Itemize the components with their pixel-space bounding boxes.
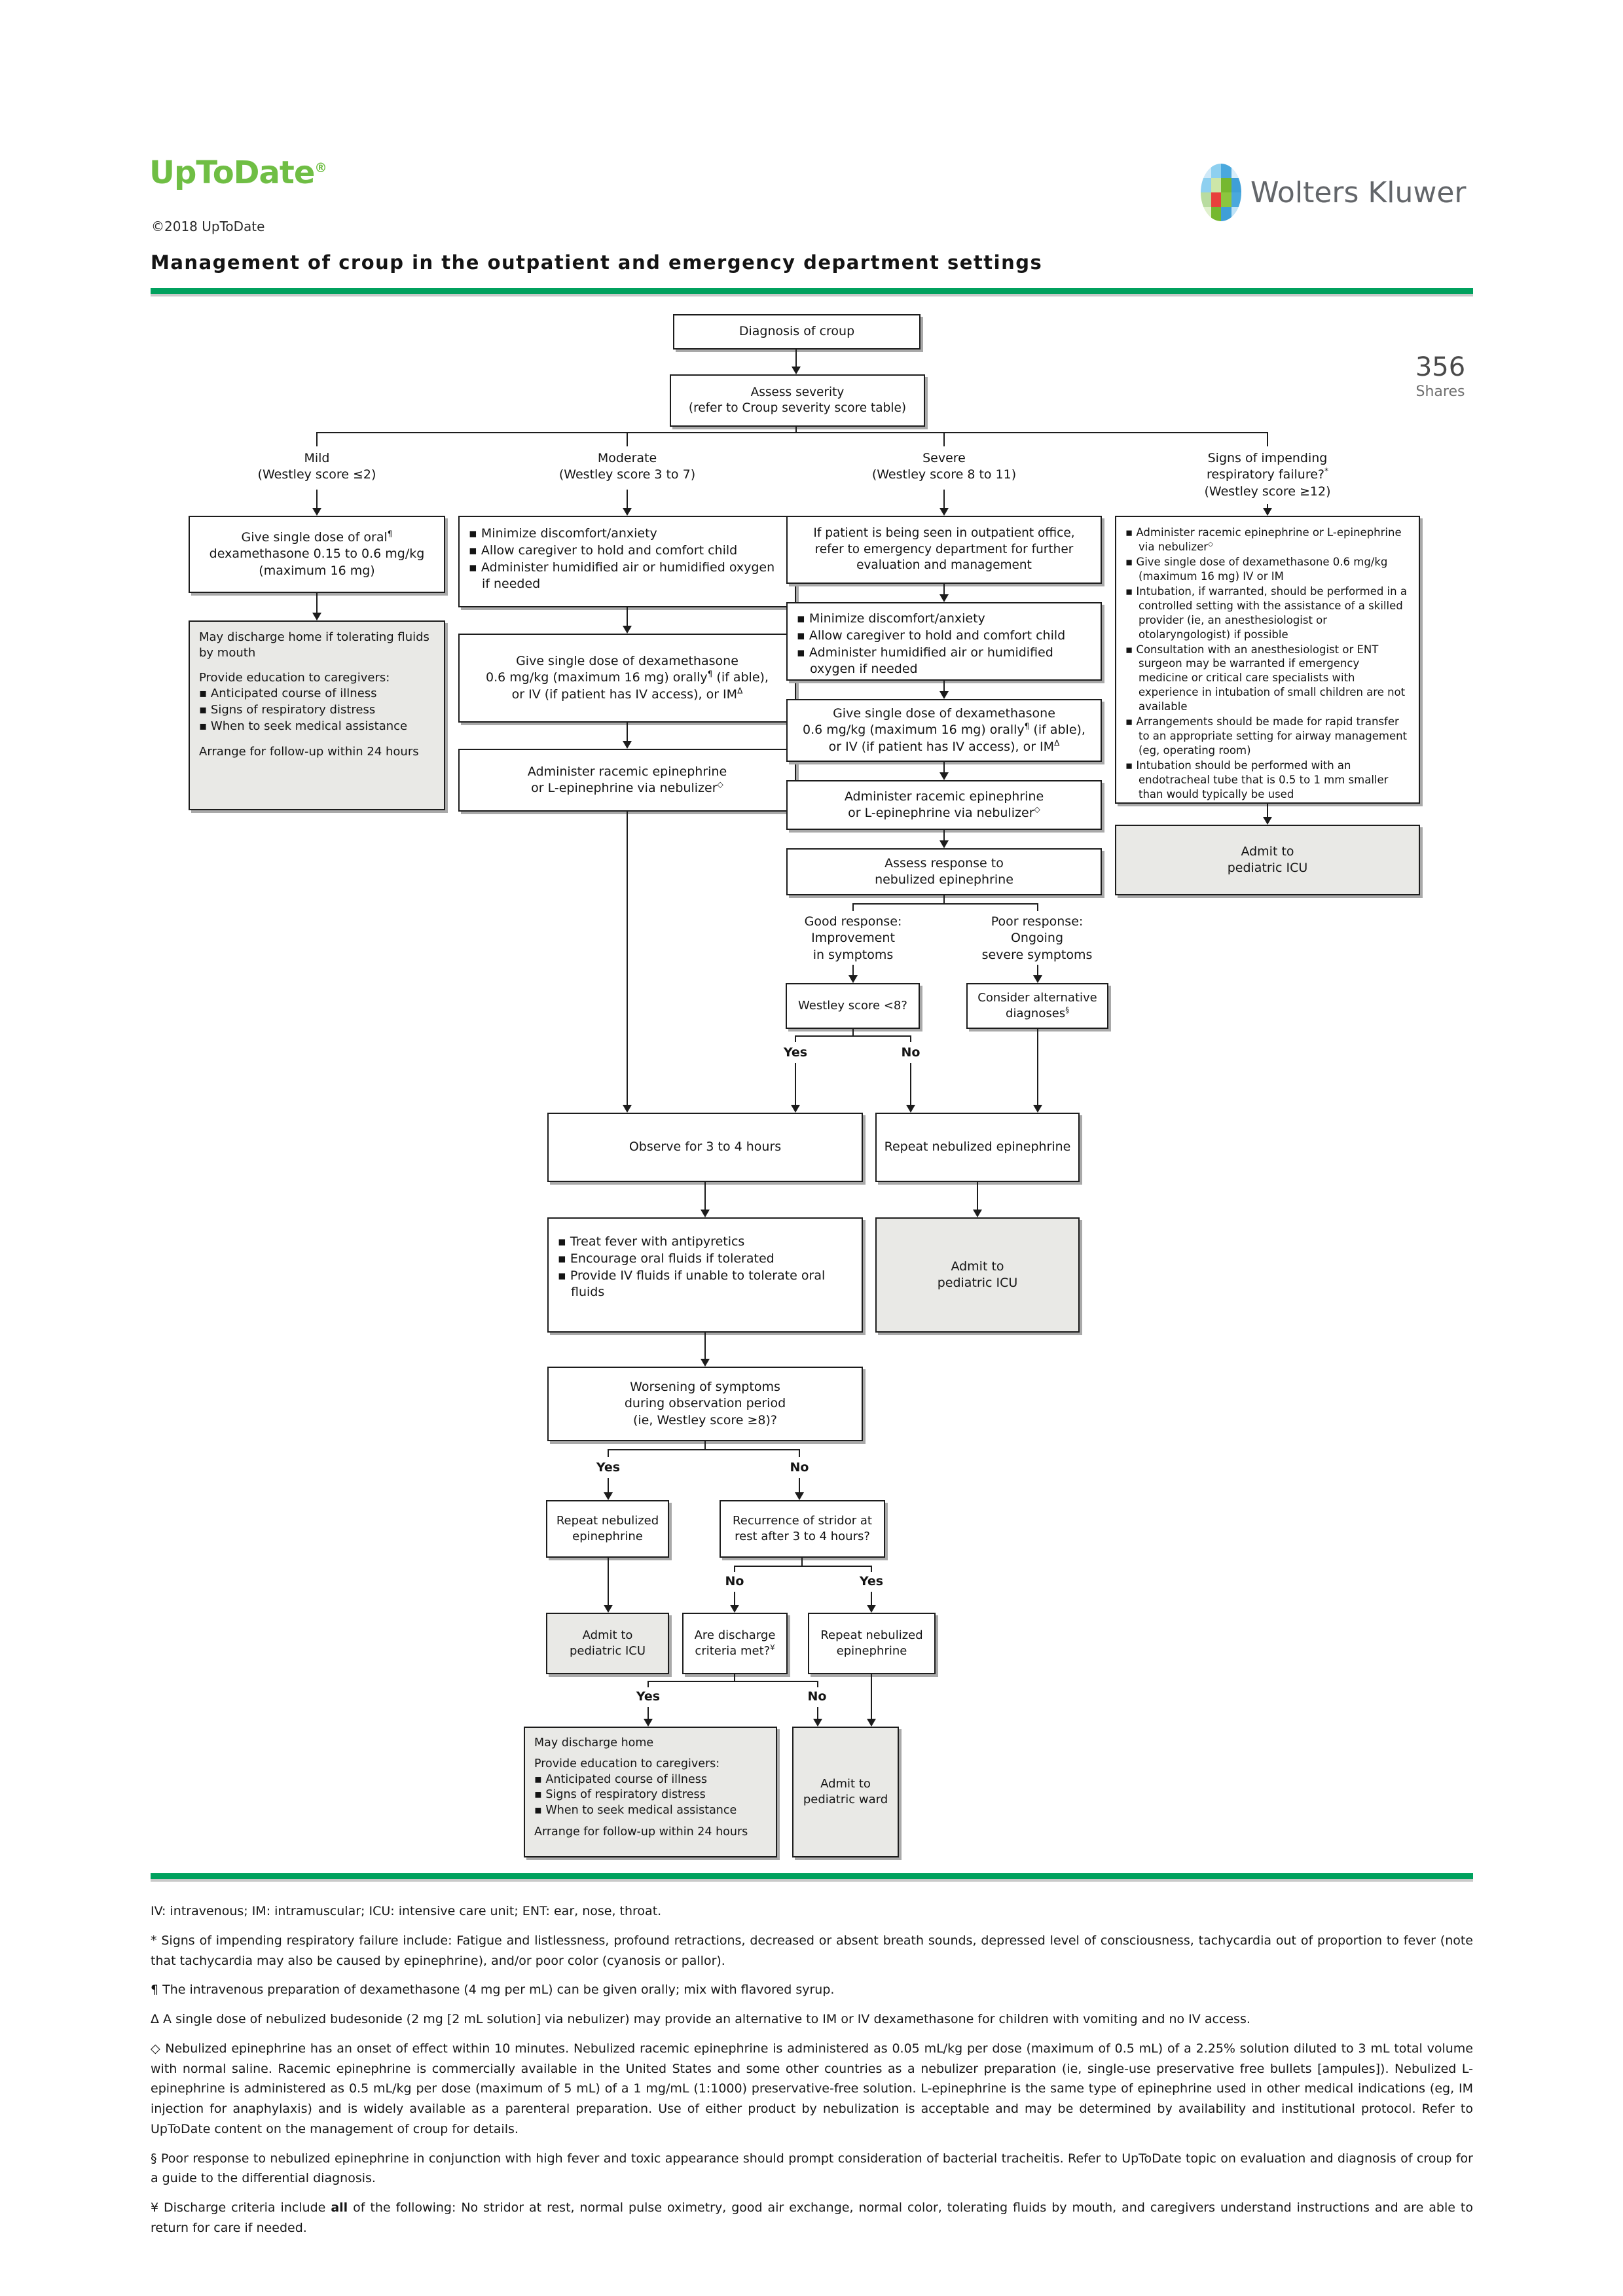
box-repeat-nebulized-epinephrine: Repeat nebulized epinephrine (875, 1113, 1080, 1182)
flow-arrowhead (623, 626, 632, 634)
flow-line (795, 350, 797, 368)
flow-line (795, 1035, 911, 1037)
flow-arrowhead (730, 1605, 739, 1613)
box-consider-alternative-diagnoses: Consider alternative diagnoses§ (966, 983, 1108, 1029)
box-moderate-comfort: ▪ Minimize discomfort/anxiety ▪ Allow caregiver to hold and comfort child ▪ Administer humidified air or humidified oxygen if needed (458, 516, 796, 607)
flow-line (316, 432, 1268, 433)
flow-line (801, 1558, 803, 1566)
flow-arrowhead (795, 1492, 804, 1500)
flow-line (943, 432, 945, 446)
box-discharge-criteria-met: Are discharge criteria met?¥ (682, 1613, 788, 1674)
flow-arrowhead (973, 1210, 982, 1217)
footnote-pilcrow: ¶ The intravenous preparation of dexamethasone (4 mg per mL) can be given orally; mix with flavored syrup. (151, 1982, 835, 1998)
flow-arrowhead (623, 741, 632, 749)
uptodate-logo (149, 154, 327, 191)
flow-line (704, 1333, 706, 1359)
flow-arrowhead (792, 367, 801, 374)
label-poor-response: Poor response: Ongoing severe symptoms (981, 914, 1093, 962)
footnote-section: § Poor response to nebulized epinephrine in conjunction with high fever and toxic appearance should prompt consideration of bacterial tracheitis. Refer to UpToDate topic on evaluation and diagnosis of croup for a guide to the differential diagnosis. (151, 2151, 1473, 2186)
flow-arrowhead (644, 1719, 653, 1727)
footnotes (151, 1901, 1473, 2248)
flow-arrowhead (312, 508, 321, 516)
flow-line (647, 1681, 818, 1682)
box-repeat-nebulized-epinephrine-2: Repeat nebulized epinephrine (546, 1500, 669, 1558)
flow-line (608, 1558, 609, 1605)
flow-line (871, 1566, 872, 1572)
flow-line (1037, 903, 1038, 911)
box-mild-discharge-home: May discharge home if tolerating fluids by mouth Provide education to caregivers: ▪ Anticipated course of illness ▪ Signs of respiratory distress ▪ When to seek medical assistance Arrange for follow-up within 24 hours (189, 620, 445, 810)
flow-arrowhead (906, 1105, 915, 1113)
flow-line (799, 1478, 800, 1492)
box-assess-response: Assess response to nebulized epinephrine (786, 848, 1102, 895)
flow-line (795, 1063, 796, 1105)
label-yes: Yes (859, 1574, 884, 1588)
flow-line (1037, 965, 1038, 975)
flow-line (795, 427, 797, 432)
box-supportive-care: ▪ Treat fever with antipyretics ▪ Encourage oral fluids if tolerated ▪ Provide IV fluids if unable to tolerate oral fluids (547, 1217, 863, 1333)
flow-arrowhead (848, 975, 858, 983)
box-admit-pediatric-ward: Admit to pediatric ward (792, 1727, 899, 1857)
footnote-abbreviations: IV: intravenous; IM: intramuscular; ICU: intensive care unit; ENT: ear, nose, throat. (151, 1904, 662, 1918)
box-westley-score-lt8: Westley score <8? (786, 983, 920, 1029)
flow-arrowhead (939, 772, 949, 780)
footnote-delta: Δ A single dose of nebulized budesonide (2 mg [2 mL solution] via nebulizer) may provide an alternative to IM or IV dexamethasone for children with vomiting and no IV access. (151, 2012, 1250, 2027)
footnote-star: * Signs of impending respiratory failure include: Fatigue and listlessness, profound retractions, decreased or absent breath sounds, depressed level of consciousness, tachycardia out of proportion to fever (note that tachycardia may also be caused by epinephrine), and/or poor color (cyanosis or pallor). (151, 1933, 1473, 1968)
flow-arrowhead (1033, 1105, 1042, 1113)
branch-label-moderate: Moderate (Westley score 3 to 7) (558, 451, 696, 482)
flow-line (852, 903, 854, 911)
registered-mark: ® (314, 160, 327, 175)
page-title: Management of croup in the outpatient and emergency department settings (151, 251, 1043, 274)
flow-arrowhead (939, 840, 949, 848)
footnote-divider-shadow (151, 1879, 1473, 1882)
share-count: 356 (1415, 352, 1466, 382)
flow-line (795, 1035, 796, 1042)
box-worsening-symptoms: Worsening of symptoms during observation period (ie, Westley score ≥8)? (547, 1367, 863, 1441)
footnote-divider (151, 1873, 1473, 1879)
flow-arrowhead (701, 1359, 710, 1367)
flow-line (943, 830, 945, 840)
flow-line (910, 1035, 911, 1042)
footnote-diamond: ◇ Nebulized epinephrine has an onset of effect within 10 minutes. Nebulized racemic epinephrine is administered as 0.05 mL/kg per dose (maximum of 0.5 mL) of a 2.25% solution diluted to 3 mL total volume with normal saline. Racemic epinephrine is commercially available in the United States and some other countries as a nebulizer preparation (ie, single-use preservative free bullets [ampules]). Nebulized L-epinephrine is administered as 0.5 mL/kg per dose (maximum of 5 mL) of a 1 mg/mL (1:1000) preservative-free solution. L-epinephrine is the same type of epinephrine used in other medical indications (eg, IM injection for anaphylaxis) and is widely available as a parenteral preparation. Use of either product by nebulization is acceptable and may be determined by availability and institutional protocol. Refer to UpToDate content on the management of croup for details. (151, 2041, 1473, 2136)
flow-arrowhead (1263, 508, 1272, 516)
flow-line (1267, 804, 1268, 817)
label-no: No (790, 1460, 809, 1475)
flow-line (910, 1063, 911, 1105)
flow-line (799, 1449, 800, 1457)
flow-line (943, 762, 945, 772)
flow-line (871, 1592, 872, 1605)
branch-label-mild: Mild (Westley score ≤2) (257, 451, 376, 482)
label-yes: Yes (783, 1045, 808, 1060)
flow-line (943, 584, 945, 594)
footnote-yen: ¥ Discharge criteria include all of the following: No stridor at rest, normal pulse oximetry, good air exchange, normal color, tolerating fluids by mouth, and caregivers understand instructions and are able to return for care if needed. (151, 2200, 1473, 2235)
flow-line (704, 1182, 706, 1210)
flow-line (1267, 432, 1268, 446)
branch-label-severe: Severe (Westley score 8 to 11) (871, 451, 1017, 482)
branch-label-impending-failure: Signs of impending respiratory failure?* (Westley score ≥12) (1204, 451, 1331, 499)
flow-line (608, 1449, 800, 1450)
label-yes: Yes (596, 1460, 621, 1475)
flow-arrowhead (867, 1719, 876, 1727)
box-severe-comfort: ▪ Minimize discomfort/anxiety ▪ Allow caregiver to hold and comfort child ▪ Administer humidified air or humidified oxygen if needed (786, 602, 1102, 681)
box-diagnosis-of-croup: Diagnosis of croup (673, 314, 921, 350)
flow-line (817, 1681, 818, 1687)
flow-line (852, 903, 1038, 905)
flow-line (316, 432, 318, 446)
box-assess-severity: Assess severity (refer to Croup severity score table) (670, 374, 925, 427)
flow-line (1037, 1029, 1038, 1105)
flow-arrowhead (939, 594, 949, 602)
label-no: No (725, 1574, 744, 1588)
flow-arrowhead (604, 1605, 613, 1613)
box-impending-failure-management: ▪ Administer racemic epinephrine or L-epinephrine via nebulizer◇ ▪ Give single dose of dexamethasone 0.6 mg/kg (maximum 16 mg) IV or IM ▪ Intubation, if warranted, should be performed in a controlled setting with the assistance of a skilled provider (ie, an anesthesiologist or otolaryngologist) if possible ▪ Consultation with an anesthesiologist or ENT surgeon may be warranted if emergency medicine or critical care specialists with experience in intubation of small children are not available ▪ Arrangements should be made for rapid transfer to an appropriate setting for airway management (eg, operating room) ▪ Intubation should be performed with an endotracheal tube that is 0.5 to 1 mm smaller than would typically be used (1115, 516, 1420, 804)
box-severe-refer-ed: If patient is being seen in outpatient office, refer to emergency department for further evaluation and management (786, 516, 1102, 584)
flow-arrowhead (867, 1605, 876, 1613)
share-label: Shares (1415, 384, 1465, 400)
flow-arrowhead (939, 691, 949, 699)
flow-line (608, 1449, 609, 1457)
flow-line (734, 1674, 735, 1681)
box-repeat-nebulized-epinephrine-3: Repeat nebulized epinephrine (808, 1613, 936, 1674)
label-no: No (807, 1689, 827, 1704)
flow-line (647, 1681, 649, 1687)
flow-line (871, 1674, 872, 1719)
uptodate-logo-text: UpToDate (149, 154, 315, 191)
flow-line (647, 1707, 649, 1719)
wolters-kluwer-globe-icon (1201, 164, 1241, 221)
box-admit-picu-right: Admit to pediatric ICU (1115, 825, 1420, 895)
label-good-response: Good response: Improvement in symptoms (804, 914, 902, 962)
share-count-widget[interactable] (1395, 352, 1486, 400)
flow-line (817, 1707, 818, 1719)
box-mild-dexamethasone: Give single dose of oral¶ dexamethasone 0.15 to 0.6 mg/kg (maximum 16 mg) (189, 516, 445, 593)
flow-arrowhead (1033, 975, 1042, 983)
flow-line (943, 490, 945, 508)
label-yes: Yes (636, 1689, 661, 1704)
flow-line (734, 1592, 735, 1605)
copyright-text: ©2018 UpToDate (151, 219, 265, 234)
wolters-kluwer-wordmark: Wolters Kluwer (1250, 175, 1467, 209)
flow-line (316, 490, 318, 508)
box-admit-picu-bottom: Admit to pediatric ICU (546, 1613, 669, 1674)
flow-line (734, 1566, 735, 1572)
box-severe-dexamethasone: Give single dose of dexamethasone 0.6 mg/kg (maximum 16 mg) orally¶ (if able), or IV (if patient has IV access), or $IM^\Delta$ (786, 699, 1102, 762)
flow-line (316, 593, 318, 613)
flow-line (627, 723, 628, 741)
box-admit-picu-middle: Admit to pediatric ICU (875, 1217, 1080, 1333)
flow-line (734, 1566, 872, 1567)
box-may-discharge-home: May discharge home Provide education to caregivers: ▪ Anticipated course of illness ▪ Signs of respiratory distress ▪ When to seek medical assistance Arrange for follow-up within 24 hours (524, 1727, 777, 1857)
flow-arrowhead (623, 1105, 632, 1113)
title-divider-shadow (151, 294, 1473, 296)
flow-arrowhead (604, 1492, 613, 1500)
flow-line (627, 490, 628, 508)
flow-arrowhead (623, 508, 632, 516)
flow-line (627, 432, 628, 446)
flow-line (977, 1182, 978, 1210)
wolters-kluwer-logo (1201, 164, 1467, 221)
flow-line (627, 812, 628, 1105)
flow-arrowhead (312, 613, 321, 620)
box-severe-nebulized-epinephrine: Administer racemic epinephrine or L-epinephrine via nebulizer◇ (786, 780, 1102, 830)
flow-line (608, 1478, 609, 1492)
label-no: No (901, 1045, 921, 1060)
flow-arrowhead (701, 1210, 710, 1217)
flow-line (852, 1029, 854, 1035)
flow-arrowhead (939, 508, 949, 516)
box-recurrence-of-stridor: Recurrence of stridor at rest after 3 to 4 hours? (720, 1500, 885, 1558)
flow-line (943, 895, 945, 903)
box-moderate-nebulized-epinephrine: Administer racemic epinephrine or L-epinephrine via nebulizer◇ (458, 749, 796, 812)
flow-line (704, 1441, 706, 1449)
flow-line (852, 965, 854, 975)
box-moderate-dexamethasone: Give single dose of dexamethasone 0.6 mg/kg (maximum 16 mg) orally¶ (if able), or IV (if patient has IV access), or $IM^\Delta$ (458, 634, 796, 723)
title-divider (151, 288, 1473, 294)
flow-arrowhead (1263, 817, 1272, 825)
flow-line (627, 607, 628, 626)
flow-arrowhead (791, 1105, 800, 1113)
flow-line (943, 681, 945, 691)
box-observe-3-4-hours: Observe for 3 to 4 hours (547, 1113, 863, 1182)
flow-arrowhead (813, 1719, 822, 1727)
